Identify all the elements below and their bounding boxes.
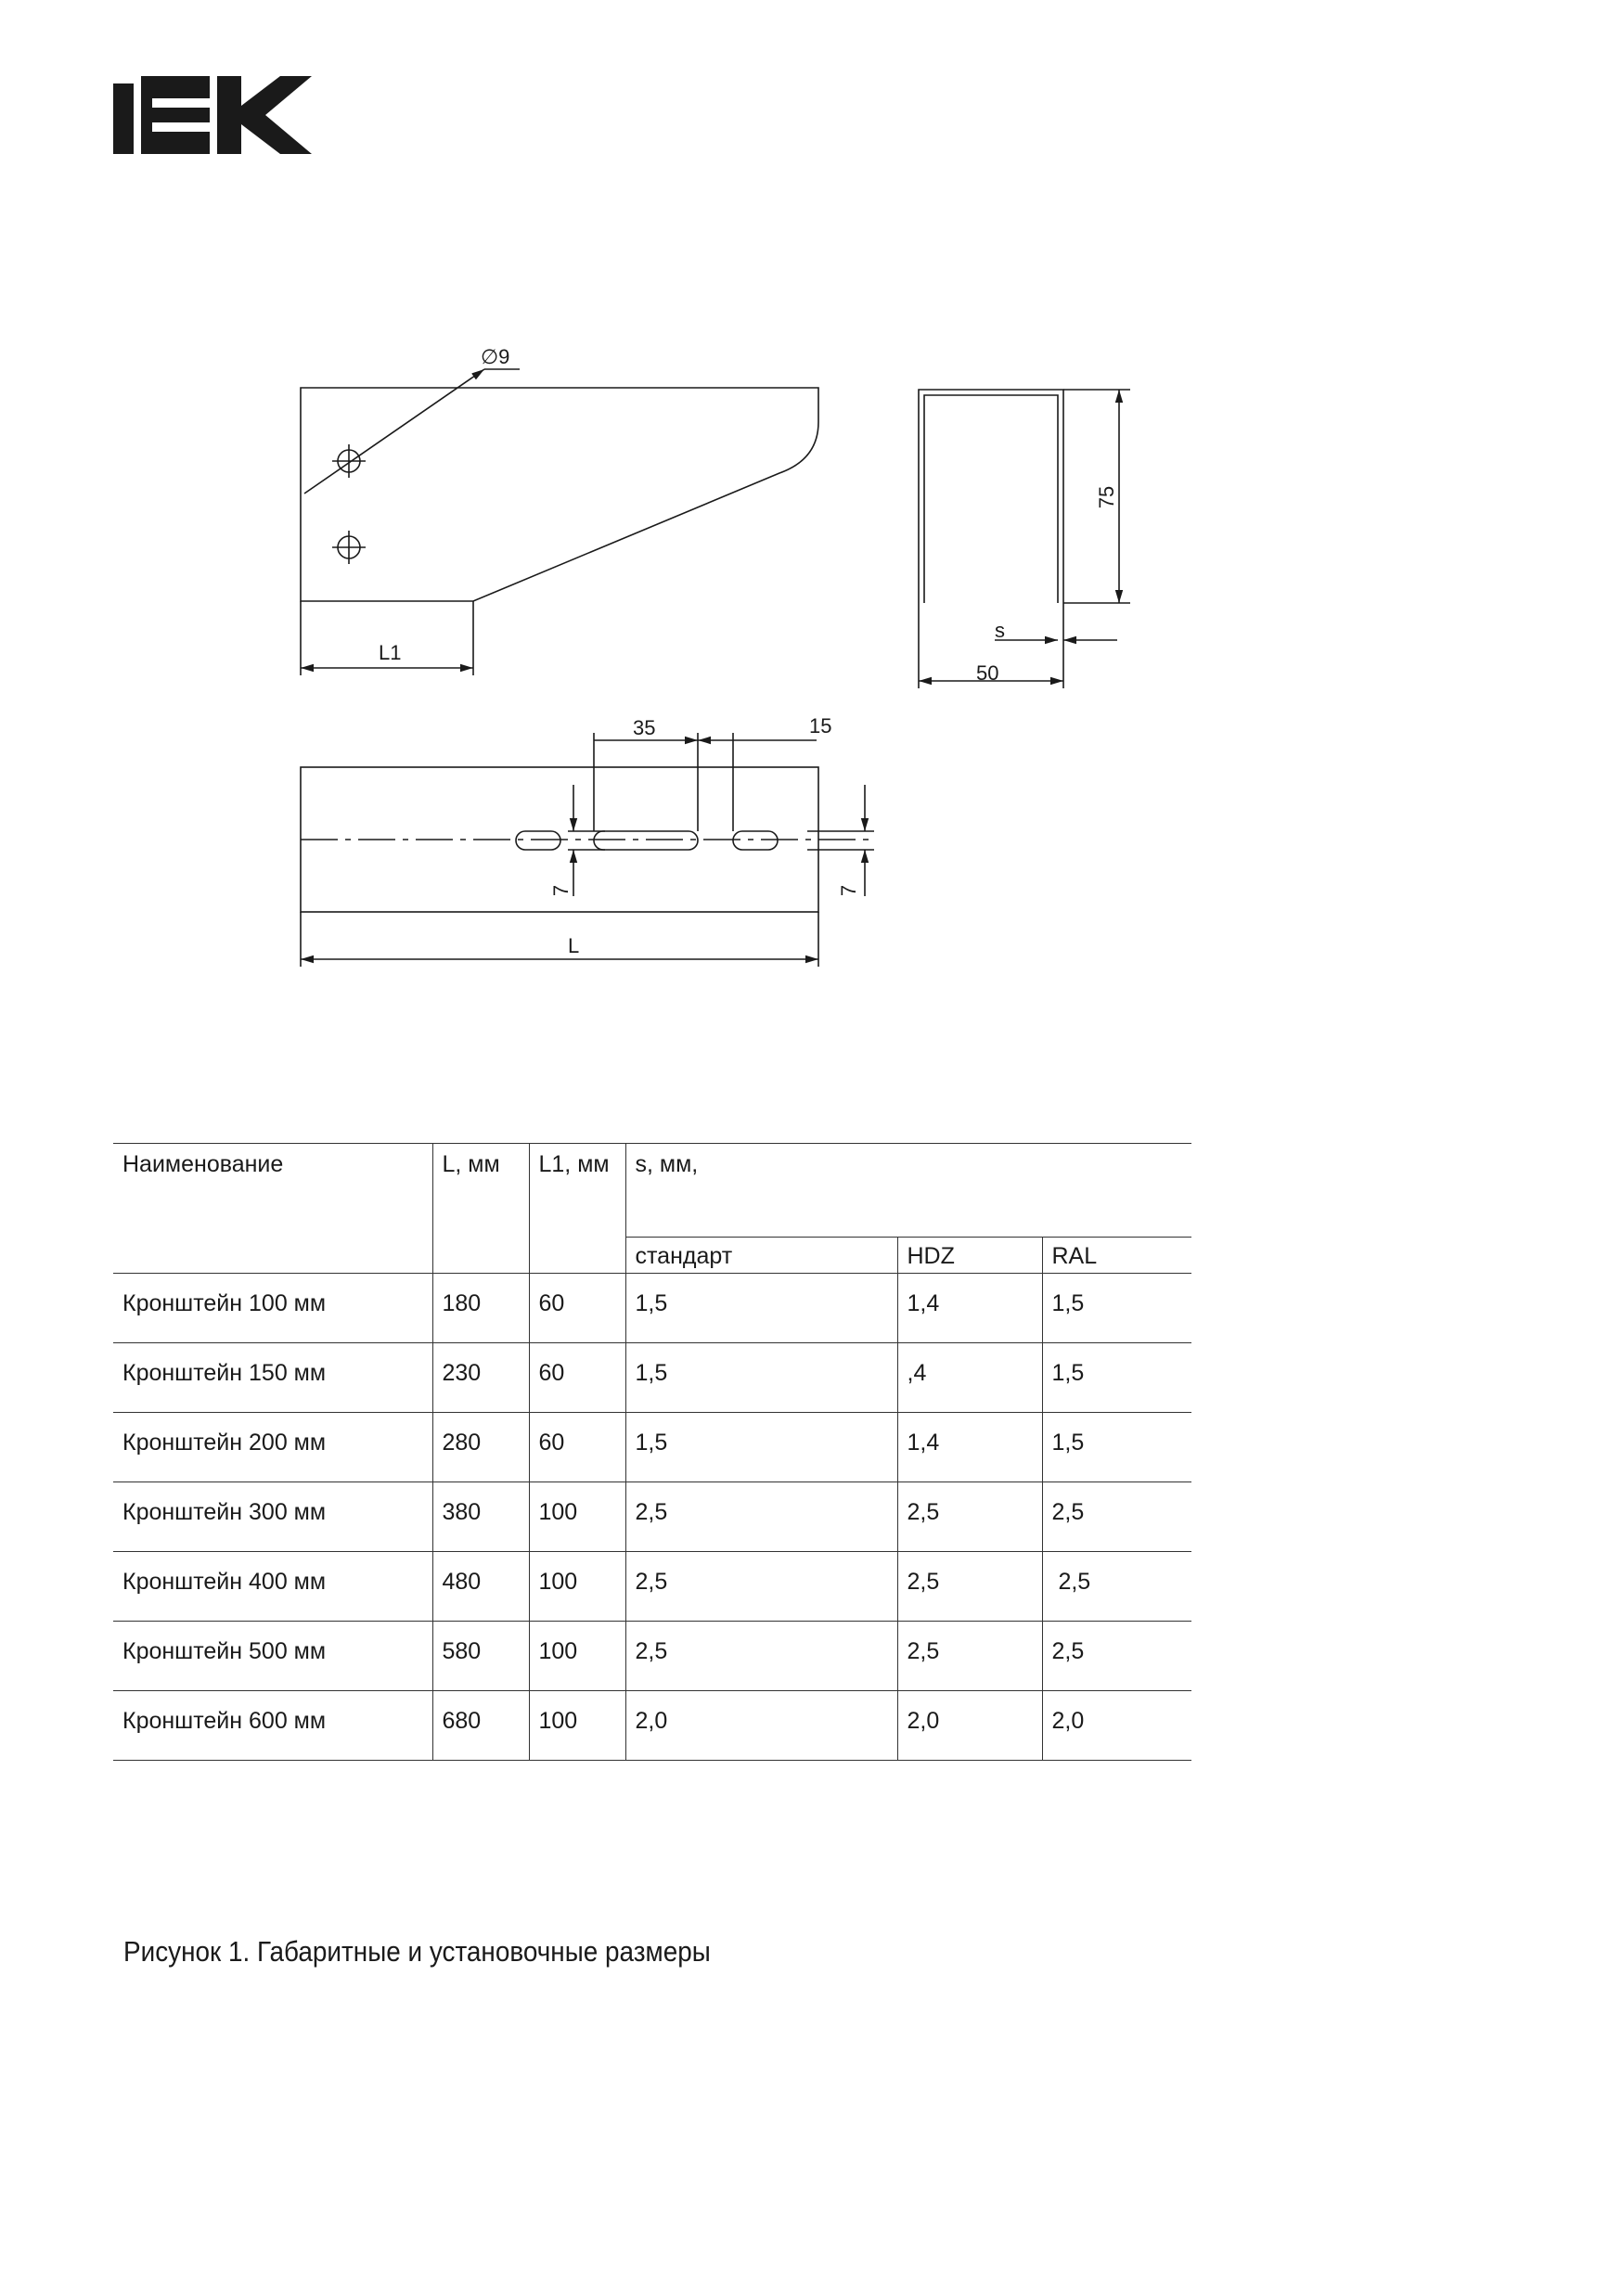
dim-slot-pitch: 35 [633,716,656,739]
cell-ral: 2,5 [1042,1552,1191,1622]
dim-l1: L1 [379,641,402,664]
cell-ral: 1,5 [1042,1274,1191,1343]
dim-offset-right: 7 [837,884,860,897]
cell-hdz: 2,5 [897,1482,1042,1552]
cell-l: 380 [432,1482,529,1552]
cell-name: Кронштейн 150 мм [113,1343,432,1413]
cell-l1: 100 [529,1482,625,1552]
cell-hdz: 2,5 [897,1552,1042,1622]
cell-standard: 2,5 [625,1622,897,1691]
table-row [113,1343,1191,1413]
cell-hdz: ,4 [897,1343,1042,1413]
cell-standard: 1,5 [625,1413,897,1482]
dim-offset-left: 7 [549,884,573,897]
cell-name: Кронштейн 600 мм [113,1691,432,1761]
cell-l: 580 [432,1622,529,1691]
profile-outline [919,390,1063,603]
header-l1: L1, мм [529,1144,625,1274]
header-l: L, мм [432,1144,529,1274]
cell-name: Кронштейн 300 мм [113,1482,432,1552]
cell-ral: 1,5 [1042,1413,1191,1482]
cell-l1: 100 [529,1622,625,1691]
cell-ral: 2,0 [1042,1691,1191,1761]
slot [516,831,560,850]
dim-s: s [995,619,1005,642]
dim-width: 50 [976,661,999,685]
cell-l: 680 [432,1691,529,1761]
cell-name: Кронштейн 200 мм [113,1413,432,1482]
cell-hdz: 1,4 [897,1274,1042,1343]
cell-standard: 1,5 [625,1274,897,1343]
header-standard: стандарт [625,1238,897,1274]
cell-l1: 60 [529,1274,625,1343]
dimensions-table [113,1143,1191,1761]
cell-l1: 100 [529,1691,625,1761]
cell-hdz: 1,4 [897,1413,1042,1482]
cell-name: Кронштейн 100 мм [113,1274,432,1343]
table-row [113,1482,1191,1552]
cell-standard: 2,5 [625,1552,897,1622]
cell-standard: 1,5 [625,1343,897,1413]
table-row [113,1691,1191,1761]
cell-l1: 100 [529,1552,625,1622]
cell-hdz: 2,0 [897,1691,1042,1761]
cell-ral: 1,5 [1042,1343,1191,1413]
dim-slot-length: 15 [809,714,832,738]
cell-ral: 2,5 [1042,1482,1191,1552]
slot [594,831,698,850]
cell-l: 280 [432,1413,529,1482]
table-row [113,1552,1191,1622]
cell-l: 230 [432,1343,529,1413]
dim-height: 75 [1095,485,1118,509]
table-header-row [113,1144,1191,1238]
dim-hole-diameter: ∅9 [481,345,510,368]
cell-name: Кронштейн 400 мм [113,1552,432,1622]
table-row [113,1622,1191,1691]
header-ral: RAL [1042,1238,1191,1274]
cell-l1: 60 [529,1343,625,1413]
cell-name: Кронштейн 500 мм [113,1622,432,1691]
cell-ral: 2,5 [1042,1622,1191,1691]
cell-l1: 60 [529,1413,625,1482]
bracket-drawing [0,0,1622,1020]
header-name: Наименование [113,1144,432,1274]
side-view-outline [301,388,818,601]
header-s: s, мм, [625,1144,1191,1238]
cell-standard: 2,0 [625,1691,897,1761]
table-row [113,1413,1191,1482]
figure-caption: Рисунок 1. Габаритные и установочные размеры [123,1935,711,1968]
dim-l: L [568,934,580,957]
slot [733,831,778,850]
table-row [113,1274,1191,1343]
cell-standard: 2,5 [625,1482,897,1552]
cell-l: 480 [432,1552,529,1622]
cell-hdz: 2,5 [897,1622,1042,1691]
header-hdz: HDZ [897,1238,1042,1274]
cell-l: 180 [432,1274,529,1343]
